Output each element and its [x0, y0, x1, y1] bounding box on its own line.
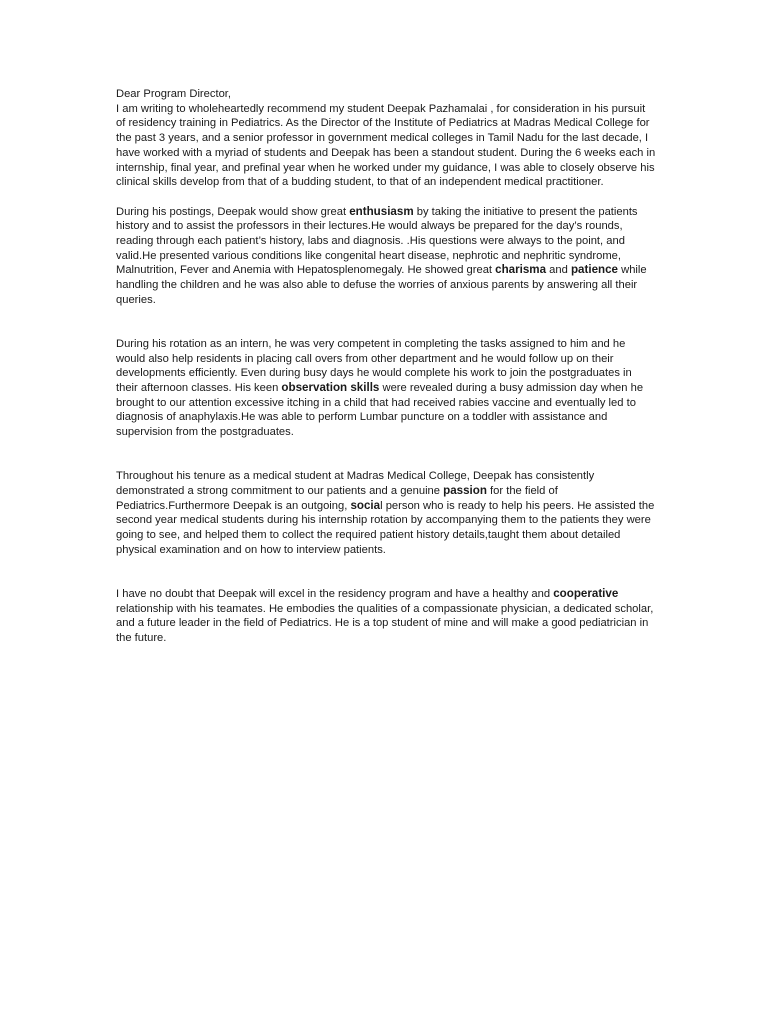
- paragraph-spacer: [116, 190, 656, 205]
- paragraph-spacer: [116, 440, 656, 469]
- text-run: by taking the initiative to present the patients history and to assist the professors in their lectures.He would always be prepared for the day’s rounds, reading through each patient’s history, labs and diagnosis. .His questions were always to the point, and valid.He presented various conditions like congenital heart disease, nephrotic and nephritic syndrome, Malnutrition, Fever and Anemia with Hepatosplenomegaly. He showed great: [116, 205, 638, 277]
- text-run: l person who is ready to help his peers. He assisted the second year medical students during his internship rotation by accompanying them to the patients they were going to see, and helped them to collect the required patient history details,taught them about detailed physical examination and on how to interview patients.: [116, 499, 655, 556]
- emphasis-passion: passion: [443, 483, 487, 497]
- text-run: During his postings, Deepak would show great: [116, 205, 350, 218]
- text-run: I have no doubt that Deepak will excel in the residency program and have a healthy and: [116, 587, 554, 600]
- emphasis-patience: patience: [570, 263, 618, 277]
- paragraph-spacer: [116, 308, 656, 337]
- emphasis-charisma: charisma: [495, 263, 547, 277]
- paragraph-spacer: [116, 557, 656, 586]
- salutation: Dear Program Director,: [116, 88, 232, 100]
- paragraph-postings: [116, 205, 656, 308]
- text-run: During his rotation as an intern, he was very competent in completing the tasks assigned to him and he would also help residents in placing call overs from other department and he would follow up on their developments efficiently. Even during busy days he would complete his work to join the postgraduates in their afternoon classes. His keen: [116, 337, 632, 395]
- text-run: for the field of Pediatrics.Furthermore Deepak is an outgoing,: [116, 484, 558, 512]
- text-run: and: [546, 264, 571, 277]
- text-run: relationship with his teamates. He embodies the qualities of a compassionate physician, a dedicated scholar, and a future leader in the field of Pediatrics. He is a top student of mine and will make a good pediatrician in the future.: [116, 602, 654, 644]
- text-run: while handling the children and he was also able to defuse the worries of anxious parents by answering all their queries.: [116, 264, 647, 306]
- emphasis-observation-skills: observation skills: [281, 381, 380, 395]
- emphasis-cooperative: cooperative: [553, 586, 619, 600]
- emphasis-social: socia: [350, 498, 381, 512]
- paragraph-tenure: [116, 469, 656, 557]
- paragraph-internship: [116, 337, 656, 440]
- paragraph-intro: I am writing to wholeheartedly recommend my student Deepak Pazhamalai , for consideration in his pursuit of residency training in Pediatrics. As the Director of the Institute of Pediatrics at Madras Medical College for the past 3 years, and a senior professor in government medical colleges in Tamil Nadu for the last decade, I have worked with a myriad of students and Deepak has been a standout student. During the 6 weeks each in internship, final year, and prefinal year when he worked under my guidance, I was able to closely observe his clinical skills develop from that of a budding student, to that of an independent medical practitioner.: [116, 102, 656, 189]
- letter-body: [116, 87, 656, 646]
- text-run: Throughout his tenure as a medical student at Madras Medical College, Deepak has consistently demonstrated a strong commitment to our patients and a genuine: [116, 470, 595, 497]
- text-run: were revealed during a busy admission day when he brought to our attention excessive itching in a child that had received rabies vaccine and eventually led to diagnosis of anaphylaxis.He was able to perform Lumbar puncture on a toddler with assistance and supervision from the postgraduates.: [116, 382, 644, 439]
- paragraph-closing: [116, 587, 656, 646]
- emphasis-enthusiasm: enthusiasm: [349, 204, 414, 218]
